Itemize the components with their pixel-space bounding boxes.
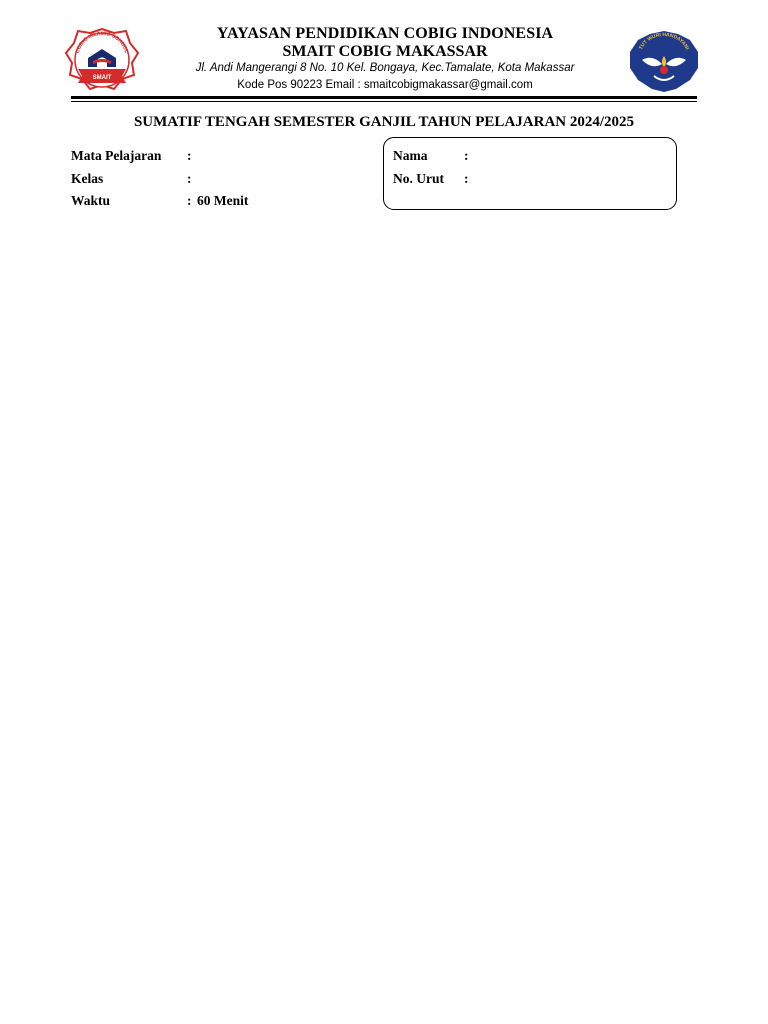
- school-logo-icon: [64, 27, 140, 93]
- logo-left-banner-text: SMAIT: [92, 75, 112, 81]
- tut-wuri-handayani-icon: [628, 30, 700, 93]
- field-label-name: Nama: [393, 148, 428, 163]
- school-address: Jl. Andi Mangerangi 8 No. 10 Kel. Bongaya, Kec.Tamalate, Kota Makassar: [195, 62, 575, 74]
- foundation-name: YAYASAN PENDIDIKAN COBIG INDONESIA: [216, 25, 554, 42]
- field-label-time: Waktu: [71, 193, 111, 208]
- field-colon-time: :: [187, 193, 192, 208]
- logo-left-arc-text: COBIG ISLAMIC SCHOOL: [74, 30, 130, 54]
- field-colon-subject: :: [187, 148, 192, 163]
- field-label-order-number: No. Urut: [393, 171, 444, 186]
- field-label-class: Kelas: [71, 171, 104, 186]
- school-contact: Kode Pos 90223 Email : smaitcobigmakassar@gmail.com: [237, 79, 533, 91]
- field-colon-name: :: [464, 148, 469, 163]
- logo-right-arc-text: TUT WURI HANDAYANI: [638, 31, 690, 51]
- field-label-subject: Mata Pelajaran: [71, 148, 162, 163]
- field-colon-class: :: [187, 171, 192, 186]
- field-colon-order-number: :: [464, 171, 469, 186]
- header-rule-thick: [71, 96, 697, 99]
- school-name: SMAIT COBIG MAKASSAR: [282, 43, 488, 60]
- header-rule-thin: [71, 101, 697, 102]
- field-value-time: 60 Menit: [197, 193, 249, 208]
- exam-title: SUMATIF TENGAH SEMESTER GANJIL TAHUN PELAJARAN 2024/2025: [133, 114, 635, 130]
